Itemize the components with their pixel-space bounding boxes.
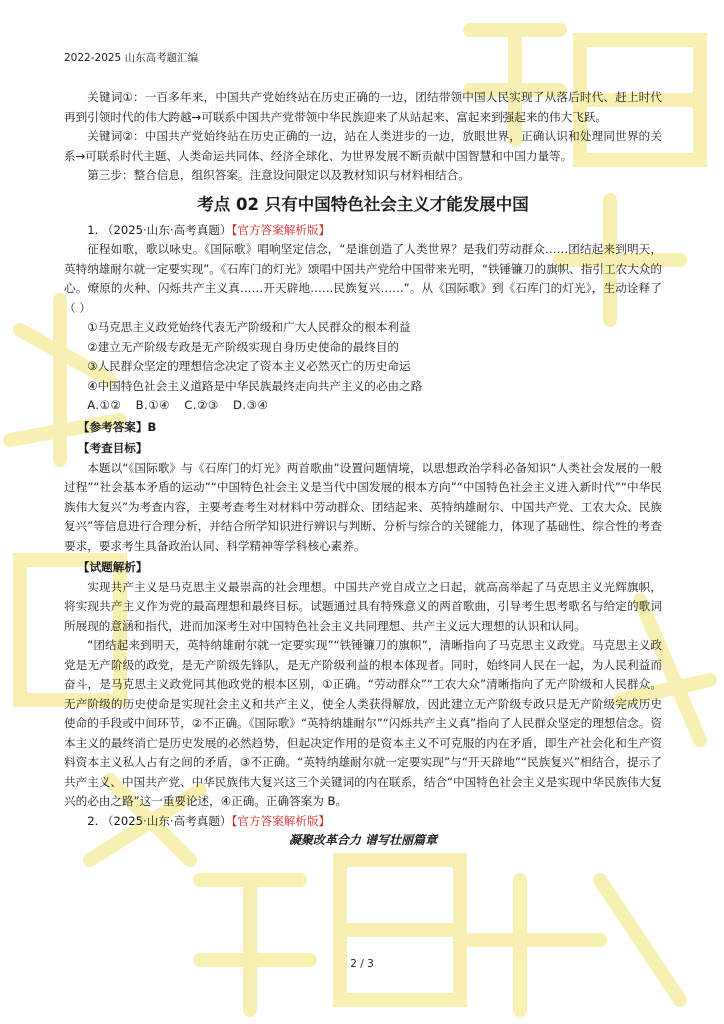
analysis-paragraph-2: “团结起来到明天，英特纳雄耐尔就一定要实现”“铁锤镰刀的旗帜”，清晰指向了马克思主义政党。马克思主义政党是无产阶级的政党，是无产阶级先锋队，是无产阶级利益的根本体现者。同时，始终同人民在一起，为人民利益而奋斗，是马克思主义政党同其他政党的根本区别，①正确。“劳动群众”“工农大众”清晰指向了无产阶级和人民群众。无产阶级的历史使命是实现社会主义和共产主义，使全人类获得解放，因此建立无产阶级专政只是无产阶级完成历史使命的手段或中间环节，②不正确。《国际歌》“英特纳雄耐尔”“闪烁共产主义真”指向了人民群众坚定的理想信念。资本主义的最终消亡是历史发展的必然趋势，但起决定作用的是资本主义不可克服的内在矛盾，即生产社会化和生产资料资本主义私人占有之间的矛盾，③不正确。“英特纳雄耐尔就一定要实现”与“开天辟地”“民族复兴”相结合，提示了共产主义、中国共产党、中华民族伟大复兴这三个关键词的内在联系，结合“中国特色社会主义是实现中华民族伟大复兴的必由之路”这一重要论述，④正确。正确答案为 B。 (64, 638, 662, 808)
question-1-option: ①马克思主义政党始终代表无产阶级和广大人民群众的根本利益 (87, 320, 411, 334)
document-header: 2022-2025 山东高考题汇编 (64, 52, 199, 64)
question-2-heading (64, 812, 662, 832)
question-2-source: 2. （2025·山东·高考真题） (87, 813, 232, 828)
choice-d: D.③④ (232, 398, 269, 412)
question-1-stem: 征程如歌，歌以咏史。《国际歌》唱响坚定信念，“是谁创造了人类世界？是我们劳动群众……团结起来到明天，英特纳雄耐尔就一定要实现”。《石库门的灯光》颂唱中国共产党给中国带来光明，“铁锤镰刀的旗帜、指引工农大众的心。燎原的火种、闪烁共产主义真……开天辟地……民族复兴……”。从《国际歌》到《石库门的灯光》，生动诠释了（ ） (64, 242, 662, 315)
step-3-paragraph: 第三步：整合信息，组织答案。注意设问限定以及教材知识与材料相结合。 (87, 168, 470, 182)
question-1-option: ④中国特色社会主义道路是中华民族最终走向共产主义的必由之路 (87, 378, 423, 393)
answer-label: 【参考答案】B (77, 419, 157, 434)
document-body (64, 88, 662, 851)
question-1-option: ②建立无产阶级专政是无产阶级实现自身历史使命的最终目的 (87, 339, 400, 354)
question-2-tag: 【官方答案解析版】 (231, 813, 331, 828)
question-1-option: ③人民群众坚定的理想信念决定了资本主义必然灭亡的历史命运 (87, 359, 411, 373)
objective-paragraph: 本题以“《国际歌》与《石库门的灯光》两首歌曲”设置问题情境，以思想政治学科必备知识“人类社会发展的一般过程”“社会基本矛盾的运动”“中国特色社会主义是当代中国发展的根本方向”“中国特色社会主义进入新时代”“中华民族伟大复兴”为考查内容，主要考查考生对材料中劳动群众、团结起来、英特纳雄耐尔、中国共产党、工农大众、民族复兴”等信息进行合理分析，并结合所学知识进行辨识与判断、分析与综合的关键能力，体现了基础性、综合性的考查要求，要求考生具备政治认同、科学精神等学科核心素养。 (64, 460, 662, 553)
choice-b: B.①④ (135, 398, 171, 412)
page-number: 2 / 3 (350, 958, 374, 970)
objective-label: 【考查目标】 (77, 441, 148, 455)
keyword-1-paragraph: 关键词①：一百多年来，中国共产党始终站在历史正确的一边，团结带领中国人民实现了从落后时代、赶上时代再到引领时代的伟大跨越→可联系中国共产党带领中华民族迎来了从站起来、富起来到强起来的伟大飞跃。 (64, 90, 662, 124)
choice-c: C.②③ (184, 398, 219, 412)
question-1-choices (64, 396, 662, 416)
question-2-subtitle: 凝聚改革合力 谱写壮丽篇章 (288, 833, 438, 847)
keyword-2-paragraph: 关键词②：中国共产党始终站在历史正确的一边，站在人类进步的一边，放眼世界，正确认识和处理同世界的关系→可联系时代主题、人类命运共同体、经济全球化、为世界发展不断贡献中国智慧和中国力量等。 (64, 129, 662, 163)
section-title: 考点 02 只有中国特色社会主义才能发展中国 (197, 194, 529, 214)
question-1-source: 1. （2025·山东·高考真题） (87, 222, 232, 237)
choice-a: A.①② (87, 398, 122, 412)
analysis-label: 【试题解析】 (77, 560, 148, 574)
question-1-tag: 【官方答案解析版】 (231, 222, 331, 237)
question-1-heading (64, 221, 662, 241)
analysis-paragraph-1: 实现共产主义是马克思主义最崇高的社会理想。中国共产党自成立之日起，就高高举起了马克思主义光辉旗帜，将实现共产主义作为党的最高理想和最终目标。试题通过具有特殊意义的两首歌曲，引导考生思考歌名与给定的歌词所展现的意涵和指代，进而加深考生对中国特色社会主义共同理想、共产主义远大理想的认识和认同。 (64, 579, 662, 633)
